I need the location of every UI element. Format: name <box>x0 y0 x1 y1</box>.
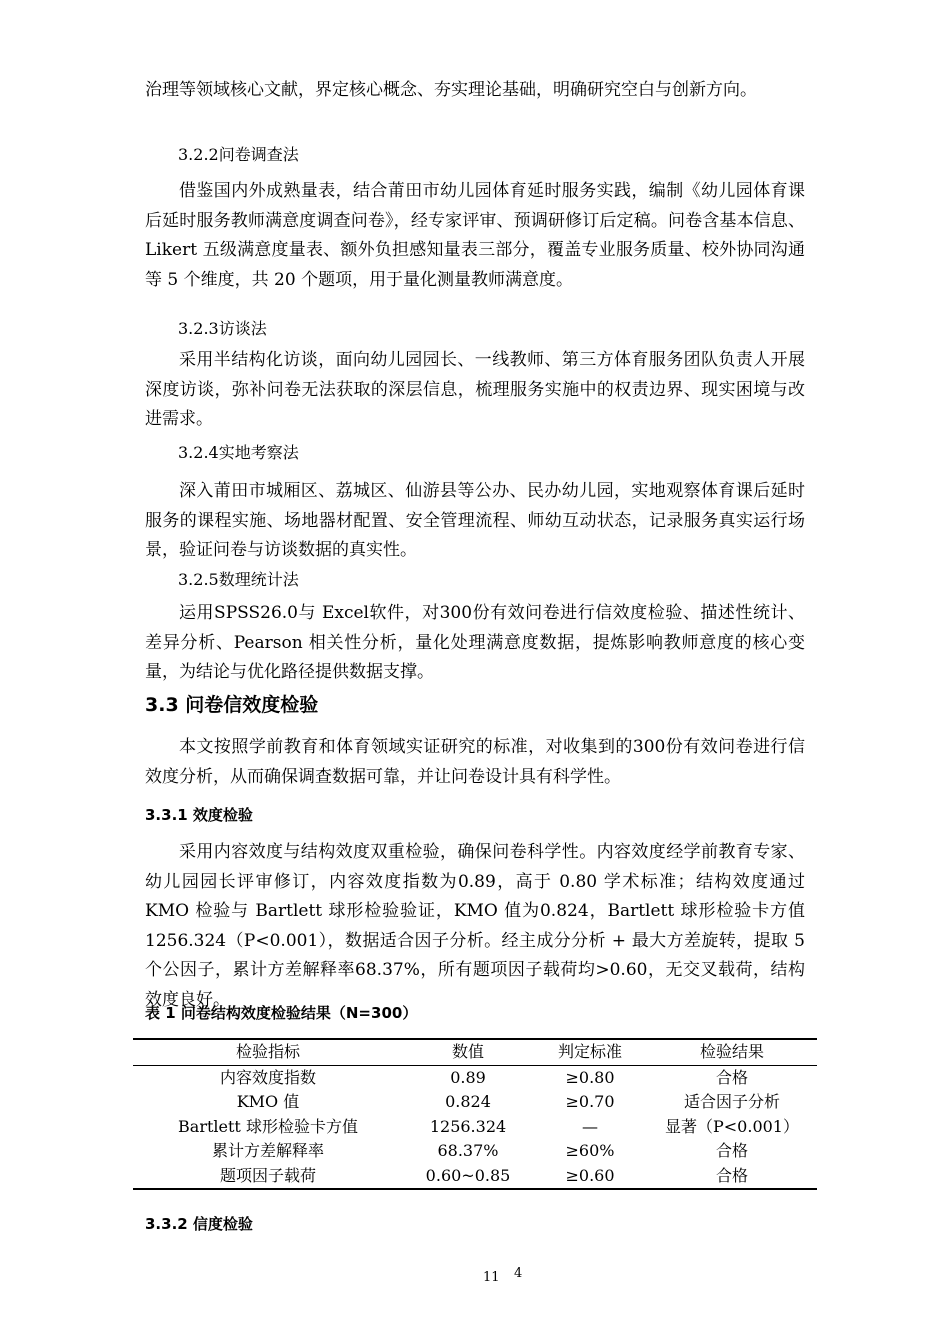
table-header-cell: 检验指标 <box>235 1042 300 1061</box>
paragraph-statistics-method: 运用SPSS26.0与 Excel软件，对300份有效问卷进行信效度检验、描述性统计、差异分析、Pearson 相关性分析，量化处理满意度数据，提炼影响教师意度的核心变量，为结论与优化路径提供数据支撑。 <box>145 603 805 682</box>
table-header-cell: 判定标准 <box>557 1042 622 1061</box>
table-row <box>133 1139 817 1164</box>
table-cell: 0.60~0.85 <box>425 1165 511 1185</box>
table-row <box>133 1115 817 1140</box>
table-caption: 表 1 问卷结构效度检验结果（N=300） <box>145 1004 418 1022</box>
paragraph-intro-tail: 治理等领域核心文献，界定核心概念、夯实理论基础，明确研究空白与创新方向。 <box>145 80 757 100</box>
table-cell: 累计方差解释率 <box>211 1141 324 1160</box>
table-cell: 0.89 <box>450 1067 486 1087</box>
page-number-superscript: 4 <box>514 1266 523 1281</box>
table-cell: 内容效度指数 <box>219 1067 316 1087</box>
subheading-questionnaire-method: 3.2.2问卷调查法 <box>178 145 299 164</box>
paragraph-fieldwork-method: 深入莆田市城厢区、荔城区、仙游县等公办、民办幼儿园，实地观察体育课后延时服务的课程实施、场地器材配置、安全管理流程、师幼互动状态，记录服务真实运行场景，验证问卷与访谈数据的真实性。 <box>145 481 805 560</box>
validity-results-table <box>133 1038 817 1190</box>
table-cell: 合格 <box>715 1067 748 1087</box>
table-cell: — <box>582 1116 598 1136</box>
table-header-cell: 数值 <box>451 1042 484 1061</box>
table-cell: 1256.324 <box>429 1116 507 1136</box>
table-header-cell: 检验结果 <box>699 1042 764 1061</box>
table-header-row <box>133 1039 817 1065</box>
table-cell: 0.824 <box>445 1092 491 1111</box>
table-row <box>133 1164 817 1190</box>
section-heading-3-3-2: 3.3.2 信度检验 <box>145 1215 253 1233</box>
section-heading-3-3-1: 3.3.1 效度检验 <box>145 806 253 824</box>
table-cell: ≥0.70 <box>565 1092 615 1111</box>
table-cell: 适合因子分析 <box>683 1092 780 1111</box>
table-cell: 合格 <box>715 1141 748 1160</box>
table-cell: ≥60% <box>565 1141 615 1160</box>
paragraph-section-3-3: 本文按照学前教育和体育领域实证研究的标准，对收集到的300份有效问卷进行信效度分析，从而确保调查数据可靠，并让问卷设计具有科学性。 <box>145 737 805 787</box>
subheading-statistics-method: 3.2.5数理统计法 <box>178 570 299 589</box>
paragraph-questionnaire-method: 借鉴国内外成熟量表，结合莆田市幼儿园体育延时服务实践，编制《幼儿园体育课后延时服务教师满意度调查问卷》，经专家评审、预调研修订后定稿。问卷含基本信息、Likert 五级满意度量表、额外负担感知量表三部分，覆盖专业服务质量、校外协同沟通等 5 个维度，共 20 个题项，用于量化测量教师满意度。 <box>145 181 805 290</box>
table-cell: 题项因子载荷 <box>219 1165 316 1185</box>
paragraph-interview-method: 采用半结构化访谈，面向幼儿园园长、一线教师、第三方体育服务团队负责人开展深度访谈，弥补问卷无法获取的深层信息，梳理服务实施中的权责边界、现实困境与改进需求。 <box>145 350 805 429</box>
subheading-fieldwork-method: 3.2.4实地考察法 <box>178 443 299 462</box>
table-cell: ≥0.80 <box>565 1067 615 1087</box>
subheading-interview-method: 3.2.3访谈法 <box>178 319 267 338</box>
table-cell: 68.37% <box>437 1141 499 1160</box>
paragraph-validity-check: 采用内容效度与结构效度双重检验，确保问卷科学性。内容效度经学前教育专家、幼儿园园长评审修订，内容效度指数为0.89，高于 0.80 学术标准；结构效度通过 KMO 检验与 Bartlett 球形检验验证，KMO 值为0.824，Bartlett 球形检验卡方值 1256.324（P<0.001），数据适合因子分析。经主成分分析 + 最大方差旋转，提取 5 个公因子，累计方差解释率68.37%，所有题项因子载荷均>0.60，无交叉载荷，结构效度良好。 <box>145 842 805 1010</box>
table-cell: 显著（P<0.001） <box>665 1116 799 1136</box>
section-heading-3-3: 3.3 问卷信效度检验 <box>145 694 319 716</box>
table-row <box>133 1065 817 1090</box>
table-cell: 合格 <box>715 1165 748 1185</box>
table-cell: ≥0.60 <box>565 1165 615 1185</box>
page-number: 11 <box>483 1270 500 1285</box>
table-row <box>133 1090 817 1115</box>
table-cell: Bartlett 球形检验卡方值 <box>178 1116 358 1136</box>
table-cell: KMO 值 <box>236 1092 300 1111</box>
